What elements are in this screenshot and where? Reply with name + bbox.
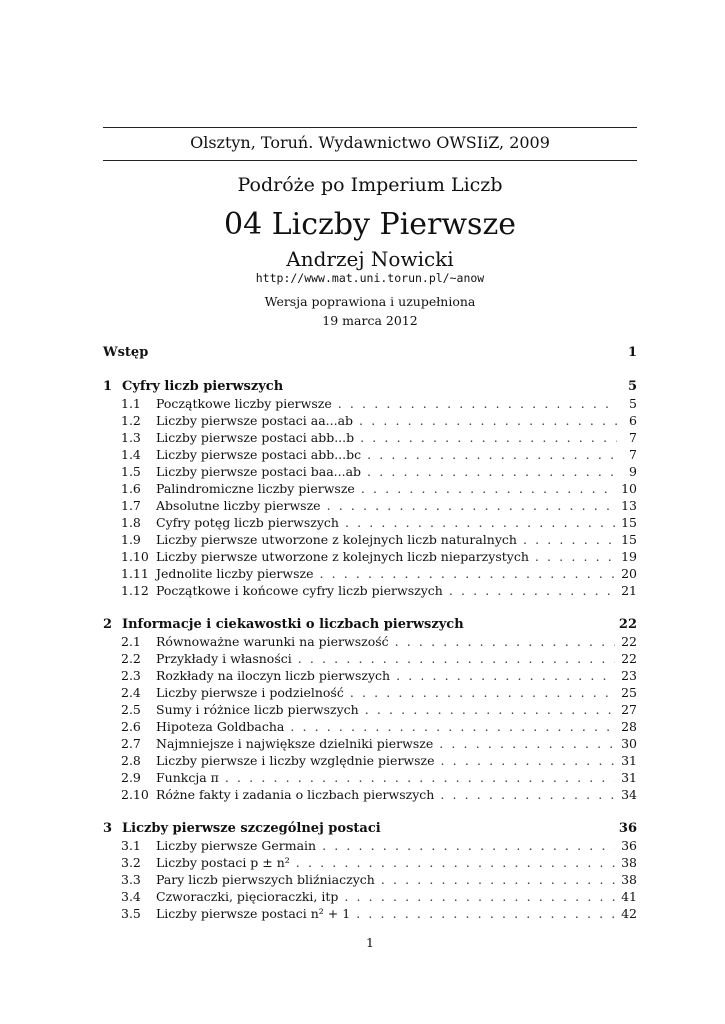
dot-leader xyxy=(367,463,617,480)
section-page: 28 xyxy=(621,719,637,734)
chapter-page: 36 xyxy=(618,821,637,836)
section-label: Jednolite liczby pierwsze xyxy=(156,566,314,581)
toc-section[interactable] xyxy=(103,633,637,650)
toc-section[interactable] xyxy=(103,497,637,514)
section-page: 22 xyxy=(621,634,637,649)
dot-leader xyxy=(396,667,615,684)
toc-intro-page: 1 xyxy=(627,345,637,360)
dot-leader xyxy=(290,718,615,735)
chapter-label: Liczby pierwsze szczególnej postaci xyxy=(122,821,381,836)
section-label: Pary liczb pierwszych bliźniaczych xyxy=(156,872,375,887)
section-number: 3.3 xyxy=(121,872,141,887)
section-page: 10 xyxy=(621,481,637,496)
section-number: 1.7 xyxy=(121,498,141,513)
toc-chapter[interactable] xyxy=(103,378,637,395)
section-number: 1.8 xyxy=(121,515,141,530)
chapter-label: Informacje i ciekawostki o liczbach pierwszych xyxy=(122,617,464,632)
toc-section[interactable] xyxy=(103,548,637,565)
toc-section[interactable] xyxy=(103,582,637,599)
dot-leader xyxy=(395,633,615,650)
toc-section[interactable] xyxy=(103,684,637,701)
toc-section[interactable] xyxy=(103,446,637,463)
section-number: 1.6 xyxy=(121,481,141,496)
toc-section[interactable] xyxy=(103,735,637,752)
section-page: 41 xyxy=(621,889,637,904)
section-label: Równoważne warunki na pierwszość xyxy=(156,634,389,649)
toc-section[interactable] xyxy=(103,786,637,803)
toc-section[interactable] xyxy=(103,667,637,684)
section-page: 15 xyxy=(621,532,637,547)
toc-section[interactable] xyxy=(103,412,637,429)
series-title: Podróże po Imperium Liczb xyxy=(237,174,503,196)
section-label: Liczby pierwsze i podzielność xyxy=(156,685,344,700)
dot-leader xyxy=(319,565,615,582)
section-label: Czworaczki, pięcioraczki, itp xyxy=(156,889,339,904)
section-label: Liczby pierwsze utworzone z kolejnych liczb nieparzystych xyxy=(156,549,529,564)
section-number: 1.11 xyxy=(121,566,149,581)
toc-chapter[interactable] xyxy=(103,820,637,837)
dot-leader xyxy=(365,701,615,718)
toc-section[interactable] xyxy=(103,769,637,786)
author-name: Andrzej Nowicki xyxy=(286,247,454,271)
section-page: 7 xyxy=(629,430,637,445)
toc-section[interactable] xyxy=(103,463,637,480)
dot-leader xyxy=(381,871,615,888)
chapter-page: 5 xyxy=(627,379,637,394)
dot-leader xyxy=(298,650,615,667)
section-number: 1.12 xyxy=(121,583,149,598)
section-label: Liczby pierwsze postaci aa...ab xyxy=(156,413,354,428)
section-label: Liczby pierwsze i liczby względnie pierwsze xyxy=(156,753,435,768)
section-label: Liczby pierwsze Germain xyxy=(156,838,317,853)
section-page: 23 xyxy=(621,668,637,683)
section-number: 2.5 xyxy=(121,702,141,717)
dot-leader xyxy=(441,752,616,769)
section-number: 2.8 xyxy=(121,753,141,768)
toc-section[interactable] xyxy=(103,871,637,888)
dot-leader xyxy=(345,514,615,531)
section-label: Palindromiczne liczby pierwsze xyxy=(156,481,355,496)
section-number: 1.10 xyxy=(121,549,149,564)
section-label: Liczby postaci p ± n² xyxy=(156,855,290,870)
section-label: Początkowe liczby pierwsze xyxy=(156,396,332,411)
section-label: Początkowe i końcowe cyfry liczb pierwszych xyxy=(156,583,443,598)
section-page: 25 xyxy=(621,685,637,700)
toc-intro-label: Wstęp xyxy=(103,345,149,360)
section-page: 42 xyxy=(621,906,637,921)
bottom-rule xyxy=(103,160,637,161)
toc-section[interactable] xyxy=(103,429,637,446)
dot-leader xyxy=(359,412,617,429)
dot-leader xyxy=(449,582,615,599)
section-label: Rozkłady na iloczyn liczb pierwszych xyxy=(156,668,391,683)
dot-leader xyxy=(350,684,615,701)
section-page: 31 xyxy=(621,770,637,785)
section-label: Sumy i różnice liczb pierwszych xyxy=(156,702,359,717)
section-label: Liczby pierwsze postaci baa...ab xyxy=(156,464,362,479)
section-number: 2.10 xyxy=(121,787,149,802)
toc-section[interactable] xyxy=(103,531,637,548)
section-label: Liczby pierwsze postaci n² + 1 xyxy=(156,906,351,921)
section-page: 22 xyxy=(621,651,637,666)
section-number: 2.6 xyxy=(121,719,141,734)
section-page: 13 xyxy=(621,498,637,513)
chapter-page: 22 xyxy=(618,617,637,632)
section-page: 31 xyxy=(621,753,637,768)
section-number: 1.4 xyxy=(121,447,141,462)
dot-leader xyxy=(439,735,615,752)
dot-leader xyxy=(322,837,615,854)
dot-leader xyxy=(356,905,615,922)
document-title: 04 Liczby Pierwsze xyxy=(223,207,517,242)
section-number: 2.1 xyxy=(121,634,141,649)
toc-section[interactable] xyxy=(103,854,637,871)
toc-section[interactable] xyxy=(103,514,637,531)
section-label: Liczby pierwsze postaci abb...b xyxy=(156,430,355,445)
section-label: Różne fakty i zadania o liczbach pierwszych xyxy=(156,787,435,802)
section-number: 3.2 xyxy=(121,855,141,870)
toc-section[interactable] xyxy=(103,752,637,769)
section-number: 1.3 xyxy=(121,430,141,445)
chapter-number: 2 xyxy=(103,617,113,632)
toc-section[interactable] xyxy=(103,888,637,905)
toc-chapter[interactable] xyxy=(103,616,637,633)
publisher-line: Olsztyn, Toruń. Wydawnictwo OWSIiZ, 2009 xyxy=(190,133,550,152)
dot-leader xyxy=(225,769,615,786)
section-number: 3.1 xyxy=(121,838,141,853)
section-number: 3.5 xyxy=(121,906,141,921)
section-page: 9 xyxy=(629,464,637,479)
section-page: 27 xyxy=(621,702,637,717)
section-label: Absolutne liczby pierwsze xyxy=(156,498,321,513)
toc-section[interactable] xyxy=(103,718,637,735)
toc-section[interactable] xyxy=(103,650,637,667)
section-number: 1.2 xyxy=(121,413,141,428)
section-page: 38 xyxy=(621,855,637,870)
version-note: Wersja poprawiona i uzupełniona xyxy=(264,294,476,309)
section-label: Przykłady i własności xyxy=(156,651,292,666)
chapter-number: 3 xyxy=(103,821,113,836)
section-page: 21 xyxy=(621,583,637,598)
dot-leader xyxy=(338,395,617,412)
author-url[interactable]: http://www.mat.uni.torun.pl/~anow xyxy=(255,271,485,285)
section-label: Liczby pierwsze postaci abb...bc xyxy=(156,447,362,462)
dot-leader xyxy=(360,429,617,446)
dot-leader xyxy=(523,531,615,548)
section-number: 2.2 xyxy=(121,651,141,666)
dot-leader xyxy=(361,480,615,497)
chapter-number: 1 xyxy=(103,379,113,394)
document-date: 19 marca 2012 xyxy=(322,313,418,328)
chapter-label: Cyfry liczb pierwszych xyxy=(122,379,284,394)
toc-section[interactable] xyxy=(103,701,637,718)
dot-leader xyxy=(327,497,616,514)
section-number: 3.4 xyxy=(121,889,141,904)
toc-section[interactable] xyxy=(103,905,637,922)
toc-section[interactable] xyxy=(103,565,637,582)
section-page: 6 xyxy=(629,413,637,428)
section-number: 2.3 xyxy=(121,668,141,683)
toc-section[interactable] xyxy=(103,480,637,497)
section-number: 2.7 xyxy=(121,736,141,751)
table-of-contents xyxy=(103,344,637,922)
toc-section[interactable] xyxy=(103,837,637,854)
section-page: 30 xyxy=(621,736,637,751)
section-label: Hipoteza Goldbacha xyxy=(156,719,285,734)
dot-leader xyxy=(344,888,615,905)
section-label: Najmniejsze i największe dzielniki pierwsze xyxy=(156,736,434,751)
section-page: 36 xyxy=(621,838,637,853)
top-rule xyxy=(103,127,637,128)
section-page: 7 xyxy=(629,447,637,462)
dot-leader xyxy=(367,446,617,463)
section-page: 5 xyxy=(629,396,637,411)
dot-leader xyxy=(440,786,615,803)
section-page: 38 xyxy=(621,872,637,887)
section-number: 2.4 xyxy=(121,685,141,700)
section-label: Funkcja π xyxy=(156,770,219,785)
section-number: 1.5 xyxy=(121,464,141,479)
toc-intro[interactable] xyxy=(103,344,637,361)
toc-section[interactable] xyxy=(103,395,637,412)
section-label: Liczby pierwsze utworzone z kolejnych liczb naturalnych xyxy=(156,532,517,547)
section-page: 34 xyxy=(621,787,637,802)
section-number: 1.1 xyxy=(121,396,141,411)
page-number: 1 xyxy=(366,935,374,950)
section-page: 20 xyxy=(621,566,637,581)
section-label: Cyfry potęg liczb pierwszych xyxy=(156,515,339,530)
section-number: 1.9 xyxy=(121,532,141,547)
section-number: 2.9 xyxy=(121,770,141,785)
dot-leader xyxy=(296,854,615,871)
section-page: 19 xyxy=(621,549,637,564)
dot-leader xyxy=(535,548,615,565)
section-page: 15 xyxy=(621,515,637,530)
